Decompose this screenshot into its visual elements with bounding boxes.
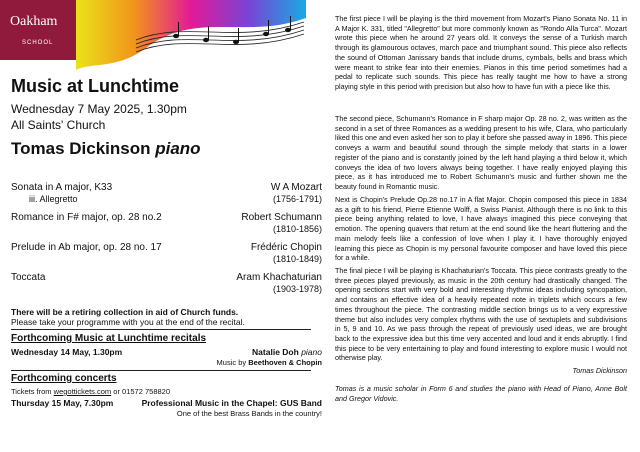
- concert-event: Professional Music in the Chapel: GUS Band: [141, 398, 322, 408]
- notes-signature: Tomas Dickinson: [572, 366, 627, 375]
- concert-date-2: Thursday 15 May, 7.30pm: [11, 398, 114, 408]
- music-by-prefix: Music by: [216, 358, 247, 367]
- programme-item-2-composer: Robert Schumann: [241, 212, 322, 223]
- programme-item-2-dates: (1810-1856): [272, 224, 322, 234]
- tickets-prefix: Tickets from: [11, 387, 52, 396]
- recital-composers: [217, 358, 322, 367]
- notes-mozart: The first piece I will be playing is the third movement from Mozart's Piano Sonata No. 11 in A Major K. 331, titled "Allegretto" but more commonly known as "Rondo Alla Turca". Mozart wrote this piece when he around 27 years old. It conveys the sense of a Turkish march through its glamourous octaves, march pace and triumphant sound. This piece also reflects the sound of Ottoman Janissary bands that include drums, cymbals, bells and brass which were meant to strike fear into their enemies. Pianos in this time period sometimes had a pedal to replicate such sounds. This piece has really taught me how to have a strong playing style in this period with precision but also how to have fun with a piece like this.: [335, 14, 627, 91]
- composer-chopin: Chopin: [296, 358, 322, 367]
- forthcoming-concerts-heading: Forthcoming concerts: [11, 373, 117, 384]
- programme-item-1-work: Sonata in A major, K33: [11, 182, 113, 193]
- programme-item-4-composer: Aram Khachaturian: [236, 272, 322, 283]
- school-logo: [0, 0, 76, 60]
- programme-item-1-dates: (1756-1791): [272, 194, 322, 204]
- concert-tagline: One of the best Brass Bands in the country!: [176, 409, 322, 418]
- recital-performer: [252, 347, 322, 357]
- programme-item-1-composer: W A Mozart: [270, 182, 322, 193]
- recital-date: Wednesday 14 May, 1.30pm: [11, 347, 123, 357]
- recital-instrument: piano: [301, 347, 322, 357]
- divider: [11, 329, 311, 330]
- performer-name: Tomas Dickinson: [11, 139, 151, 158]
- performer-bio: Tomas is a music scholar in Form 6 and studies the piano with Head of Piano, Anne Bolt and Gregor Vidovic.: [335, 384, 627, 403]
- programme-item-3-composer: Frédéric Chopin: [250, 242, 322, 253]
- notes-khachaturian: The final piece I will be playing is Khachaturian's Toccata. This piece contrasts greatly to the three pieces played previously, as music in the 20th century had drastically changed. The opening sections start with very bold and interesting rhythmic ideas including syncopation, and contains an effective idea of a heavily repeated note in triplets which occurs a few times throughout the piece. The contrasting middle section brings us to a very expressive theme but also includes very complex rhythms with the use of sextuplets and subdivisions in 5, 9 and 10. As we pass through the repeat of previously used ideas, we are brought back to the expressive idea but this time very accented and loud and it ends abruptly. I find this piece to be very entertaining to play and found interesting to explore music I would not otherwise play.: [335, 266, 627, 363]
- concert-title: Music at Lunchtime: [11, 76, 180, 96]
- programme-item-2-work: Romance in F# major, op. 28 no.2: [11, 212, 162, 223]
- notes-schumann: The second piece, Schumann's Romance in F sharp major Op. 28 no. 2, was written as the second in a set of three Romances as a wedding present to his wife, Clara, who particularly liked this one and even asked her son to play it before she passed away in 1896. This piece conveys a warm and beautiful sound through the simple melody that starts in a lower register of the piano and is constantly joined by the left hand playing a third below it, which conveys the idea of two lovers always being together. I have really enjoyed playing this piece, as it has introduced me to Robert Schumann's music and further shown me the beauty found in Romantic music.: [335, 114, 627, 191]
- programme-item-4-dates: (1903-1978): [272, 284, 322, 294]
- tickets-link[interactable]: wegottickets.com: [53, 387, 112, 396]
- concert-date: Wednesday 7 May 2025, 1.30pm: [11, 102, 187, 116]
- performer-instrument: piano: [155, 139, 201, 158]
- recital-performer-name: Natalie Doh: [252, 347, 299, 357]
- music-notes-rainbow-icon: [76, 0, 306, 75]
- logo-name: Oakham: [10, 14, 58, 29]
- logo-sub: SCHOOL: [22, 40, 54, 46]
- concert-venue: All Saints' Church: [11, 118, 106, 132]
- performer-heading: [11, 139, 201, 159]
- notes-chopin: Next is Chopin's Prelude Op.28 no.17 in A flat Major. Chopin composed this piece in 1834 as a gift to his friend, Pierre Etienne Wolff, a Swiss Pianist. Although there is no link to this piece being anything related to love, I have always imagined this piece conveying that emotion. The opening quavers that return at the end sound like the heart fluttering and the main melody feels like a confession of love when I play it. I have thoroughly enjoyed learning this piece as Chopin is my personal favourite composer and have loved this piece for a while.: [335, 195, 627, 263]
- tickets-info: [11, 387, 170, 396]
- divider: [11, 370, 311, 371]
- collection-note: There will be a retiring collection in aid of Church funds.: [11, 307, 239, 317]
- collection-instruction: Please take your programme with you at the end of the recital.: [11, 317, 245, 327]
- composer-beethoven: Beethoven: [248, 358, 287, 367]
- programme-item-1-movement: iii. Allegretto: [29, 194, 78, 204]
- composer-amp: &: [288, 358, 295, 367]
- tickets-suffix: or 01572 758820: [113, 387, 170, 396]
- programme-item-3-dates: (1810-1849): [272, 254, 322, 264]
- forthcoming-recitals-heading: Forthcoming Music at Lunchtime recitals: [11, 333, 207, 344]
- programme-item-4-work: Toccata: [11, 272, 46, 283]
- programme-item-3-work: Prelude in Ab major, op. 28 no. 17: [11, 242, 162, 253]
